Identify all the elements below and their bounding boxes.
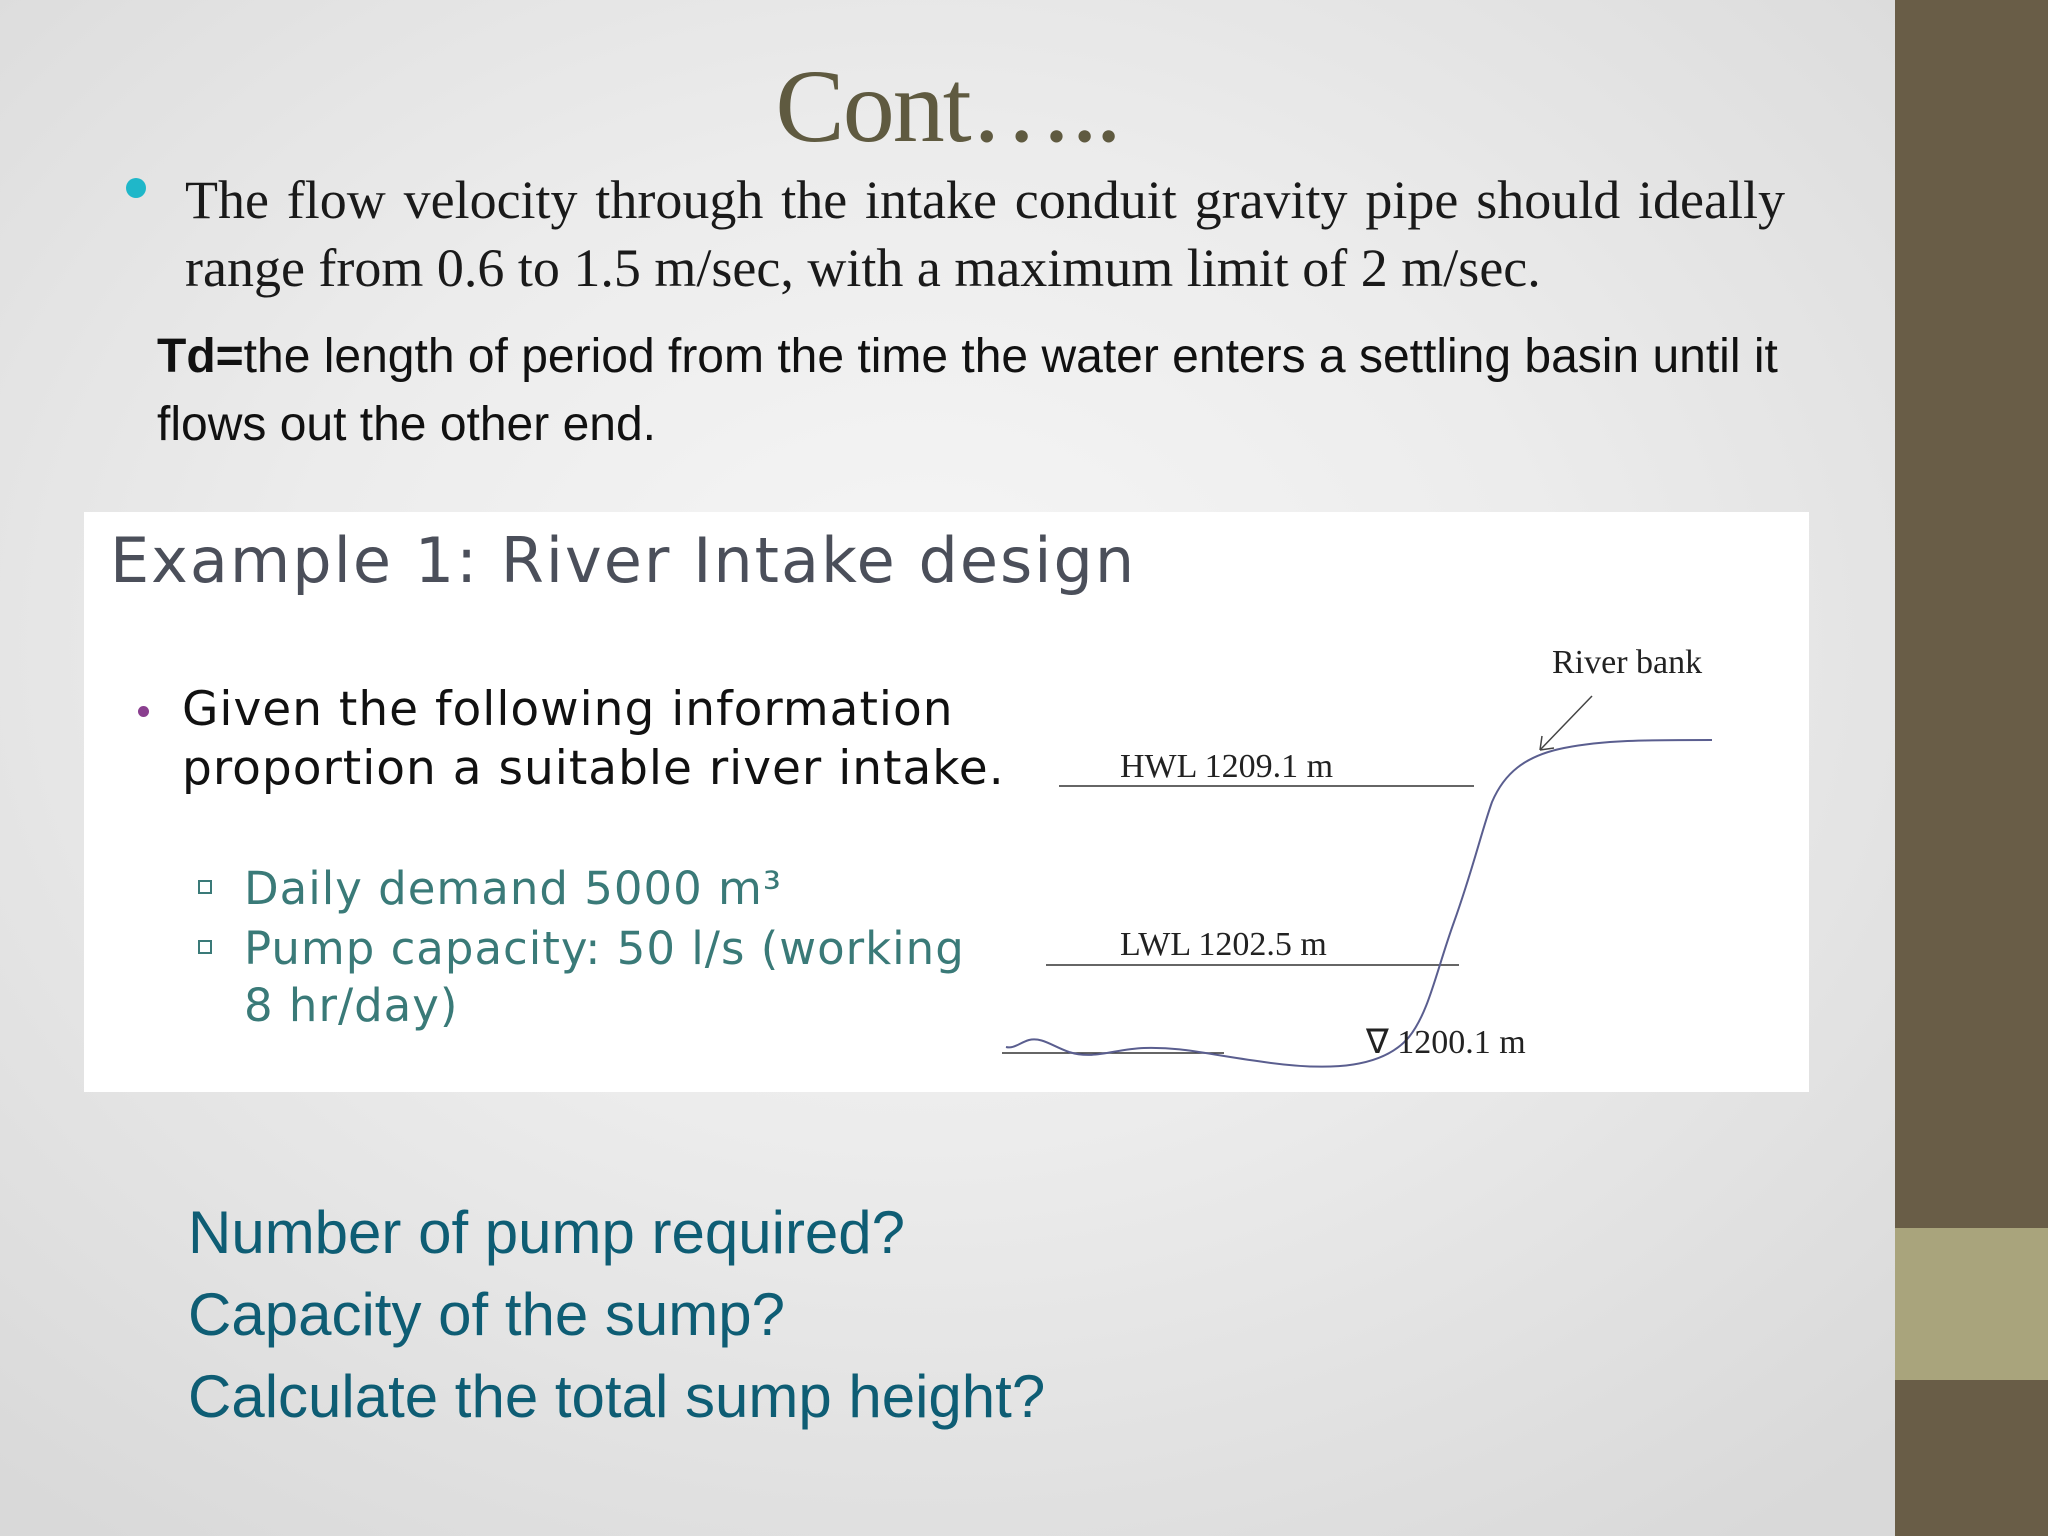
example-bullet: Given the following information proportion a suitable river intake. — [182, 682, 1005, 796]
velocity-bullet: The flow velocity through the intake conduit gravity pipe should ideally range from 0.6 to 1.5 m/sec, with a maximum limit of 2 m/sec. — [185, 170, 1785, 298]
bed-level-label: ∇ 1200.1 m — [1366, 1024, 1526, 1061]
lwl-label: LWL 1202.5 m — [1120, 926, 1327, 963]
side-decor-accent — [1895, 1228, 2048, 1380]
sub-item-pump: Pump capacity: 50 l/s (working 8 hr/day) — [244, 922, 965, 1032]
example-title: Example 1: River Intake design — [110, 524, 1137, 597]
bullet-dot-icon — [126, 178, 146, 198]
hwl-label: HWL 1209.1 m — [1120, 748, 1334, 785]
question-sump-capacity: Capacity of the sump? — [188, 1281, 785, 1348]
bank-arrow — [1540, 696, 1592, 750]
td-text: the length of period from the time the water enters a settling basin until it flows out the other end. — [157, 330, 1778, 451]
sub-item-demand: Daily demand 5000 m³ — [244, 862, 782, 915]
td-definition — [157, 323, 1797, 459]
river-bank-label: River bank — [1552, 644, 1703, 681]
question-sump-height: Calculate the total sump height? — [188, 1363, 1046, 1430]
questions-list — [188, 1192, 1045, 1438]
question-pumps: Number of pump required? — [188, 1199, 906, 1266]
slide-title: Cont….. — [775, 49, 1120, 164]
river-section-diagram — [84, 512, 1809, 1092]
example-image — [84, 512, 1809, 1092]
td-term: Td= — [157, 330, 244, 383]
river-bank-profile — [1006, 740, 1712, 1067]
